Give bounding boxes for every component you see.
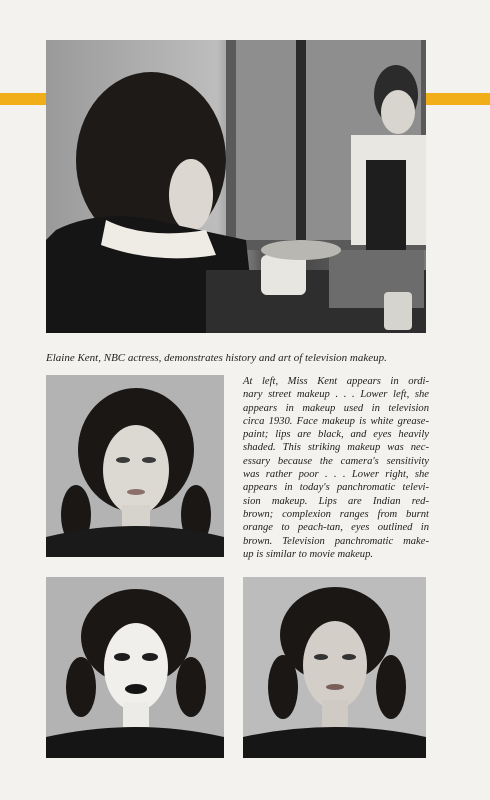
photo-caption: Elaine Kent, NBC actress, demonstrates history and art of television makeup. bbox=[46, 352, 387, 364]
body-line: up is similar to movie makeup. bbox=[243, 548, 374, 560]
body-line: circa 1930. Face makeup is white grease- bbox=[243, 415, 429, 427]
body-line: appears in today's panchromatic televi- bbox=[243, 482, 429, 494]
body-line: orange to peach-tan, eyes outlined in bbox=[243, 522, 429, 534]
body-line: appears in makeup used in television bbox=[243, 402, 429, 414]
body-line: essary because the camera's sensitivity bbox=[243, 455, 429, 467]
accent-bar-right bbox=[426, 93, 490, 105]
street-makeup-portrait bbox=[46, 375, 224, 557]
body-line: nary street makeup . . . Lower left, she bbox=[243, 389, 429, 401]
makeup-mirror-photo bbox=[46, 40, 426, 333]
1930-makeup-portrait bbox=[46, 577, 224, 758]
body-line: was rather poor . . . Lower right, she bbox=[243, 469, 429, 481]
article-body-text bbox=[243, 375, 429, 561]
body-line: brown; complexion ranges from burnt bbox=[243, 508, 429, 520]
body-line: sion makeup. Lips are Indian red- bbox=[243, 495, 429, 507]
body-line: At left, Miss Kent appears in ordi- bbox=[243, 376, 429, 387]
body-line: brown. Television panchromatic make- bbox=[243, 535, 429, 547]
body-line: paint; lips are black, and eyes heavily bbox=[243, 429, 429, 441]
panchromatic-makeup-portrait bbox=[243, 577, 426, 758]
accent-bar-left bbox=[0, 93, 46, 105]
body-line: shaded. This striking makeup was nec- bbox=[243, 442, 429, 454]
